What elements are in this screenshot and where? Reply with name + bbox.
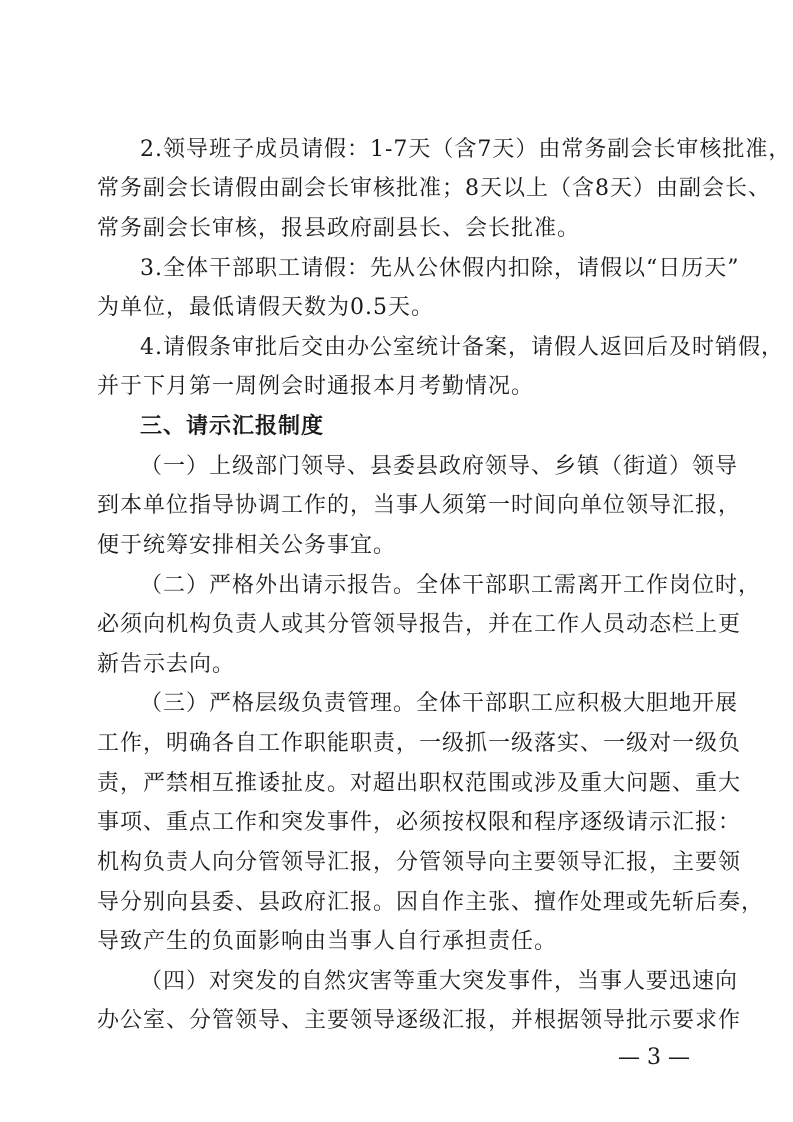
paragraph-line: 必须向机构负责人或其分管领导报告，并在工作人员动态栏上更 xyxy=(97,612,742,637)
paragraph-line: （三）严格层级负责管理。全体干部职工应积极大胆地开展 xyxy=(140,691,739,716)
paragraph-line: 为单位，最低请假天数为0.5天。 xyxy=(97,295,434,320)
paragraph-line: 3.全体干部职工请假：先从公休假内扣除，请假以“日历天” xyxy=(140,256,740,281)
paragraph-line: 责，严禁相互推诿扯皮。对超出职权范围或涉及重大问题、重大 xyxy=(97,771,742,796)
paragraph-line: 常务副会长审核，报县政府副县长、会长批准。 xyxy=(97,216,581,241)
page-number: — 3 — xyxy=(618,1045,690,1070)
section-heading: 三、请示汇报制度 xyxy=(140,414,325,439)
paragraph-line: （二）严格外出请示报告。全体干部职工需离开工作岗位时， xyxy=(140,573,762,598)
paragraph-line: 4.请假条审批后交由办公室统计备案，请假人返回后及时销假， xyxy=(140,335,784,360)
paragraph-line: 到本单位指导协调工作的，当事人须第一时间向单位领导汇报， xyxy=(97,493,742,518)
paragraph-line: 工作，明确各自工作职能职责，一级抓一级落实、一级对一级负 xyxy=(97,731,742,756)
paragraph-line: 机构负责人向分管领导汇报，分管领导向主要领导汇报，主要领 xyxy=(97,850,742,875)
paragraph-line: 事项、重点工作和突发事件，必须按权限和程序逐级请示汇报： xyxy=(97,810,742,835)
paragraph-line: 便于统筹安排相关公务事宜。 xyxy=(97,533,397,558)
paragraph-line: 并于下月第一周例会时通报本月考勤情况。 xyxy=(97,374,535,399)
paragraph-line: 新告示去向。 xyxy=(97,652,236,677)
paragraph-line: 导致产生的负面影响由当事人自行承担责任。 xyxy=(97,929,558,954)
paragraph-line: （四）对突发的自然灾害等重大突发事件，当事人要迅速向 xyxy=(140,969,739,994)
paragraph-line: 导分别向县委、县政府汇报。因自作主张、擅作处理或先斩后奏， xyxy=(97,890,765,915)
paragraph-line: 常务副会长请假由副会长审核批准；8天以上（含8天）由副会长、 xyxy=(97,176,771,201)
paragraph-line: （一）上级部门领导、县委县政府领导、乡镇（街道）领导 xyxy=(140,454,739,479)
paragraph-line: 2.领导班子成员请假：1-7天（含7天）由常务副会长审核批准， xyxy=(140,137,792,162)
paragraph-line: 办公室、分管领导、主要领导逐级汇报，并根据领导批示要求作 xyxy=(97,1008,742,1033)
